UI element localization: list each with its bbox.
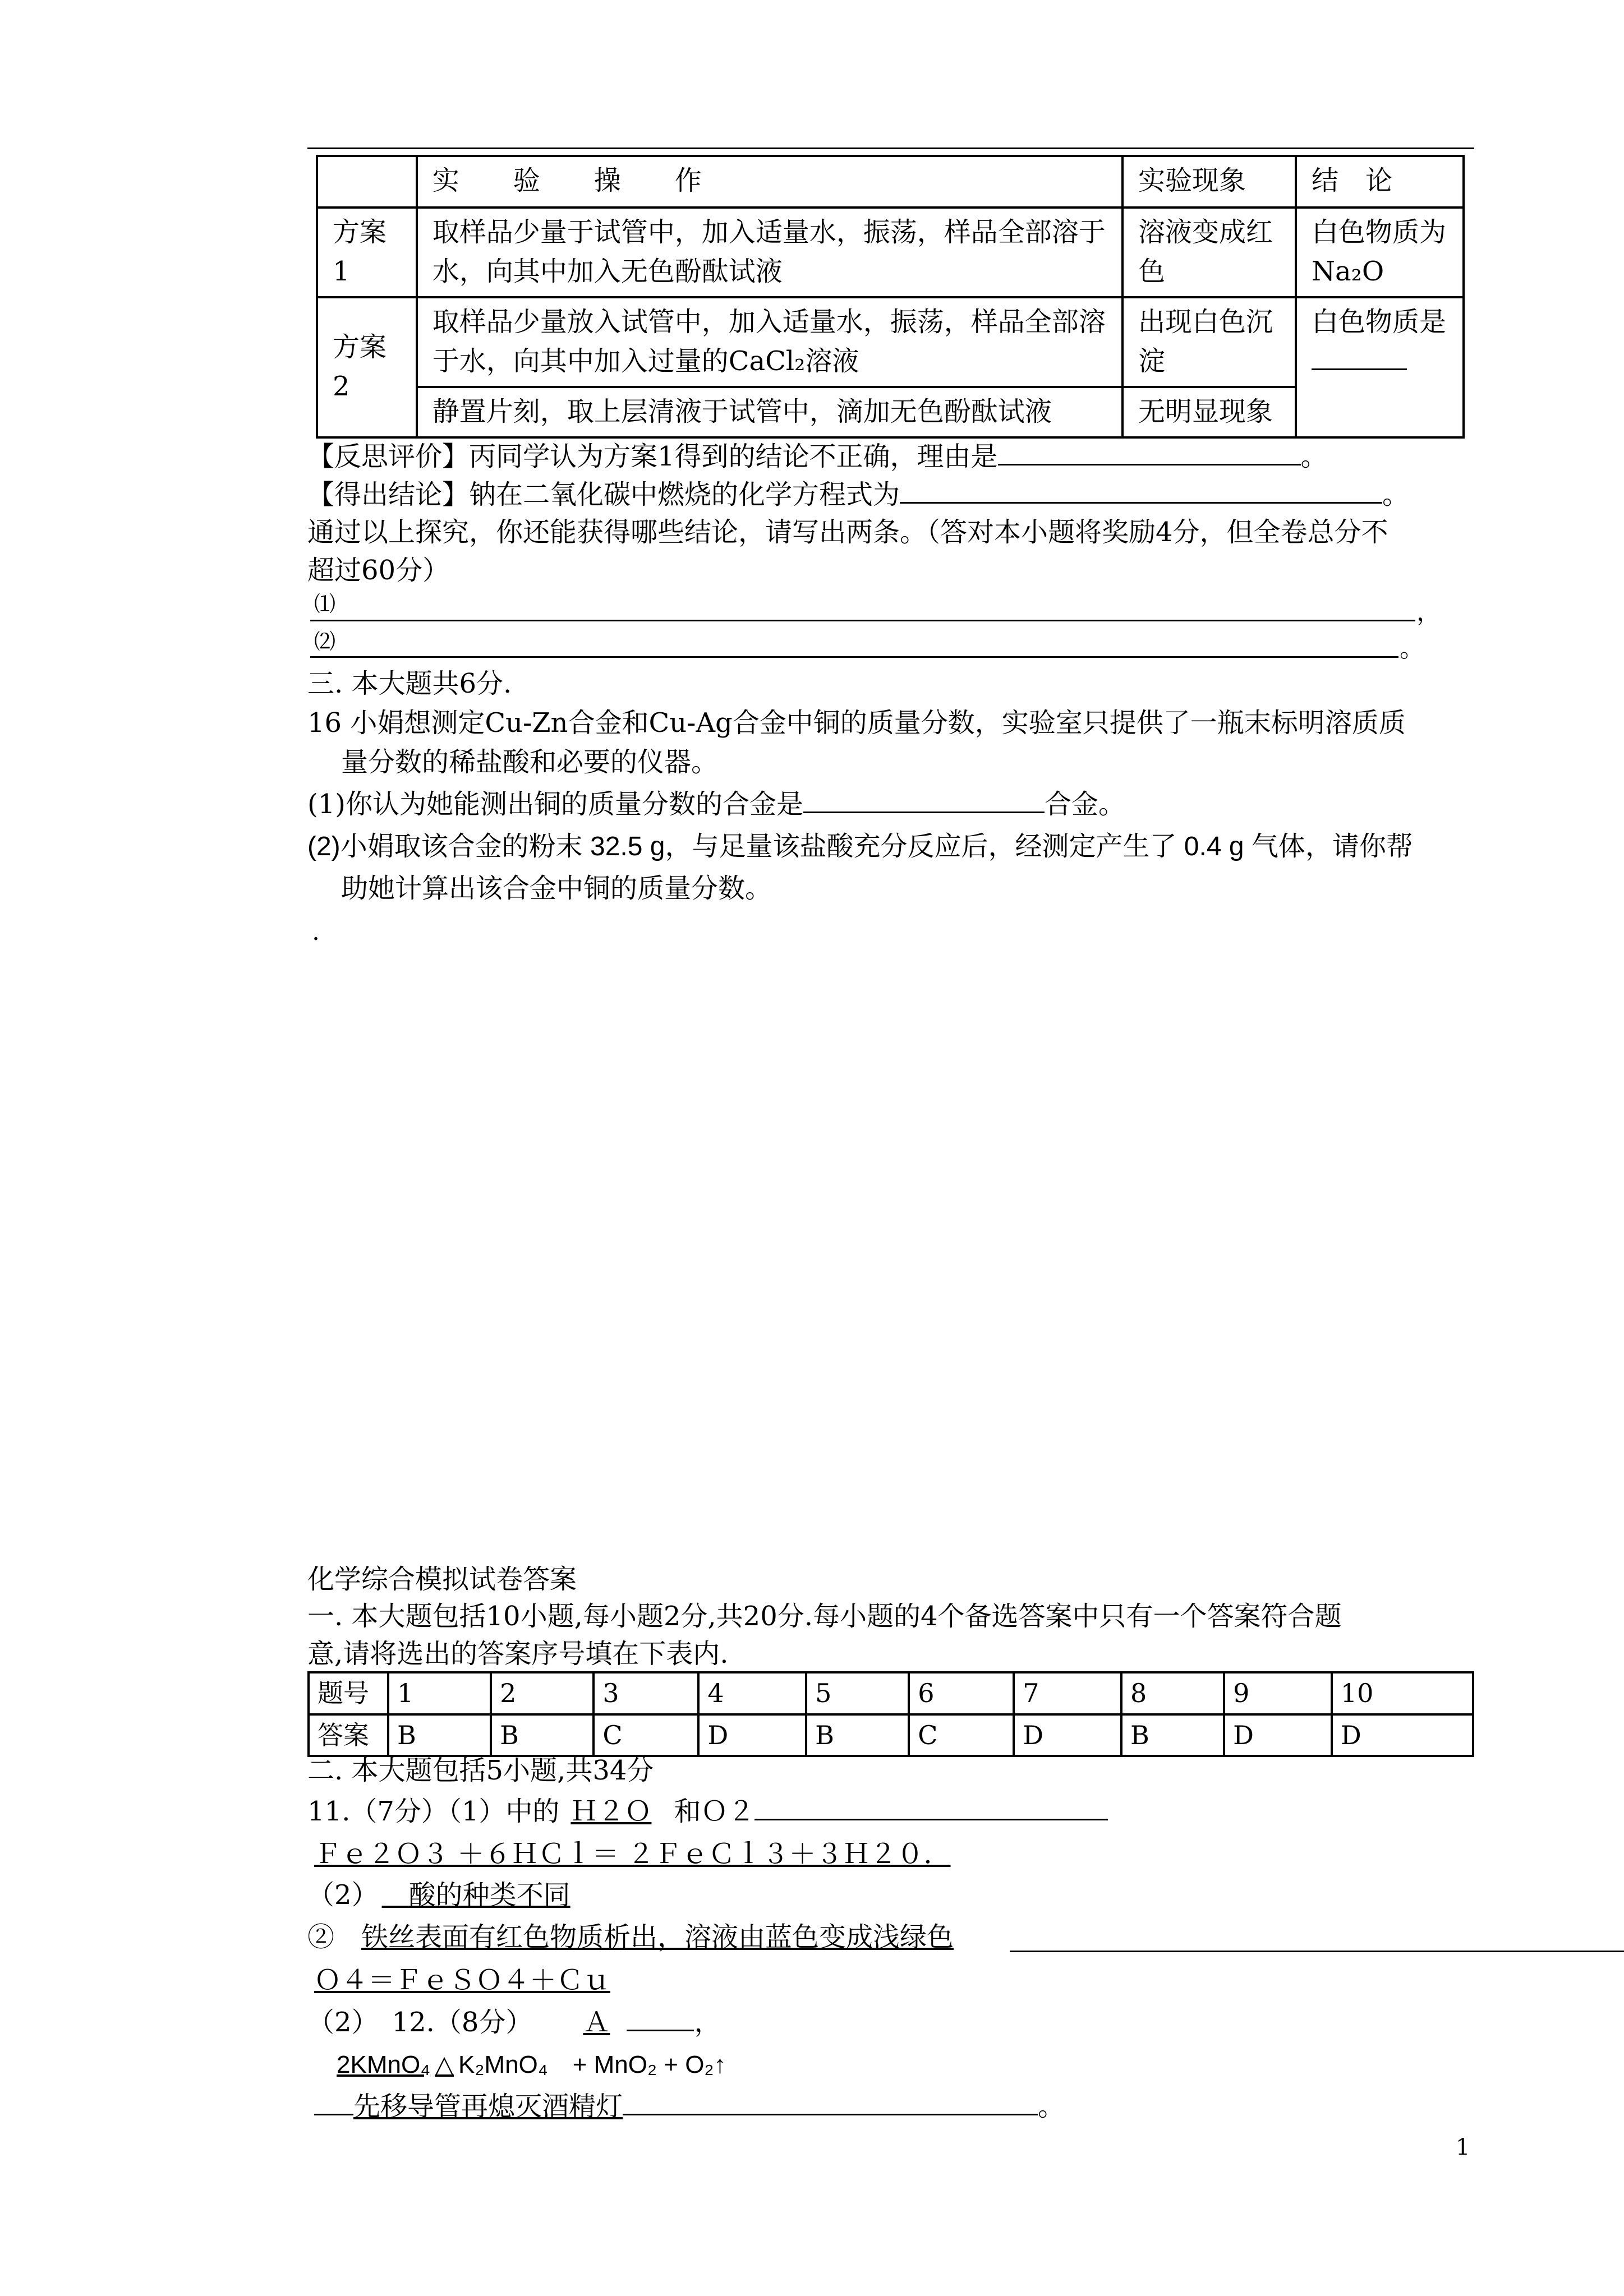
answer-cell: C [909,1714,1014,1756]
header-conclusion: 结 论 [1296,156,1464,208]
answer-12-equation: 2KMnO₄ △ K₂MnO₄ + MnO₂ + O₂↑ [337,2051,726,2078]
answer-cell: D [1332,1714,1473,1756]
experiment-table [316,155,1465,439]
q16-line-1: 16 小娟想测定Cu-Zn合金和Cu-Ag合金中铜的质量分数，实验室只提供了一瓶末标明溶质质 [307,707,1406,739]
header-operation: 实 验 操 作 [417,156,1122,208]
equation-blank[interactable] [900,502,1382,504]
plan2-label: 方案2 [317,297,417,437]
number-cell: 7 [1014,1672,1121,1714]
number-cell: 2 [491,1672,594,1714]
plan2-operation-2: 静置片刻，取上层清液于试管中，滴加无色酚酞试液 [417,387,1122,437]
q16-part-1: (1)你认为她能测出铜的质量分数的合金是 合金。 [307,789,1126,820]
number-cell: 1 [388,1672,491,1714]
answer-11-part-3: ② 铁丝表面有红色物质析出，溶液由蓝色变成浅绿色 [307,1921,954,1953]
section2-heading: 二. 本大题包括5小题,共34分 [307,1755,654,1786]
row-label-number: 题号 [309,1672,388,1714]
plan2-phenomenon-2: 无明显现象 [1122,387,1296,437]
q16-part-2-line-2: 助她计算出该合金中铜的质量分数。 [341,873,772,904]
answer-item-1: ⑴ [314,592,336,616]
answer-11-part-2: （2） 酸的种类不同 [307,1879,571,1911]
reflection-line: 【反思评价】丙同学认为方案1得到的结论不正确，理由是 。 [307,441,1328,472]
plan1-operation: 取样品少量于试管中，加入适量水，振荡，样品全部溶于水，向其中加入无色酚酞试液 [417,208,1122,297]
answer-cell: B [806,1714,909,1756]
section1-line-2: 意,请将选出的答案序号填在下表内. [307,1638,729,1670]
answer-11-line-1: 11.（7分）（1）中的 Ｈ２Ｏ 和Ｏ２ [307,1792,1108,1832]
header-phenomenon: 实验现象 [1122,156,1296,208]
number-cell: 4 [698,1672,806,1714]
plan2-operation-1: 取样品少量放入试管中，加入适量水，振荡，样品全部溶于水，向其中加入过量的CaCl₂溶液 [417,297,1122,387]
answer-line-2[interactable] [310,656,1398,658]
q16-line-2: 量分数的稀盐酸和必要的仪器。 [341,746,719,778]
answers-title: 化学综合模拟试卷答案 [307,1564,577,1595]
answer-cell: B [388,1714,491,1756]
row-label-answer: 答案 [309,1714,388,1756]
alloy-blank[interactable] [803,812,1045,813]
number-cell: 10 [1332,1672,1473,1714]
top-rule [307,147,1474,149]
page-number: 1 [1456,2134,1470,2160]
plan2-conclusion: 白色物质是 [1296,297,1464,437]
answer-line-1[interactable] [310,620,1415,621]
reflection-blank[interactable] [998,464,1301,465]
answer-11-equation: Ｆｅ２Ｏ３ ＋６ＨＣｌ＝ ２ＦｅＣｌ３＋３Ｈ２０． [314,1838,951,1870]
answer-cell: B [491,1714,594,1756]
answer-11-part-3-rule [1010,1951,1624,1952]
answer-12-line-1: （2） 12.（8分） Ａ ， [307,2007,721,2038]
number-cell: 8 [1121,1672,1224,1714]
plan1-conclusion: 白色物质为Na₂O [1296,208,1464,297]
explore-line-1: 通过以上探究，你还能获得哪些结论，请写出两条。（答对本小题将奖励4分，但全卷总分不 [307,517,1388,548]
number-cell: 3 [594,1672,698,1714]
item2-end: 。 [1400,634,1424,663]
plan2-phenomenon-1: 出现白色沉淀 [1122,297,1296,387]
answer-12-last: 先移导管再熄灭酒精灯 。 [314,2087,1065,2127]
explore-line-2: 超过60分） [307,555,450,586]
section3-heading: 三. 本大题共6分. [307,668,512,699]
answer-cell: B [1121,1714,1224,1756]
answer-item-2: ⑵ [314,629,336,654]
answer-table [307,1671,1474,1757]
plan2-conclusion-blank[interactable] [1312,368,1407,370]
stray-dot: . [312,918,320,946]
conclusion-line: 【得出结论】钠在二氧化碳中燃烧的化学方程式为 。 [307,479,1410,510]
section1-line-1: 一. 本大题包括10小题,每小题2分,共20分.每小题的4个备选答案中只有一个答案符合题 [307,1601,1342,1632]
q16-part-2-line-1: (2)小娟取该合金的粉末 32.5 g，与足量该盐酸充分反应后，经测定产生了 0.4 g 气体，请你帮 [307,832,1413,861]
number-cell: 6 [909,1672,1014,1714]
item1-end: ， [1416,598,1441,626]
answer-cell: C [594,1714,698,1756]
number-cell: 5 [806,1672,909,1714]
answer-cell: D [1224,1714,1332,1756]
answer-11-part-4: Ｏ４＝ＦｅＳＯ４＋Ｃｕ [314,1965,611,1996]
plan1-label: 方案1 [317,208,417,297]
answer-cell: D [698,1714,806,1756]
answer-cell: D [1014,1714,1121,1756]
plan1-phenomenon: 溶液变成红色 [1122,208,1296,297]
number-cell: 9 [1224,1672,1332,1714]
